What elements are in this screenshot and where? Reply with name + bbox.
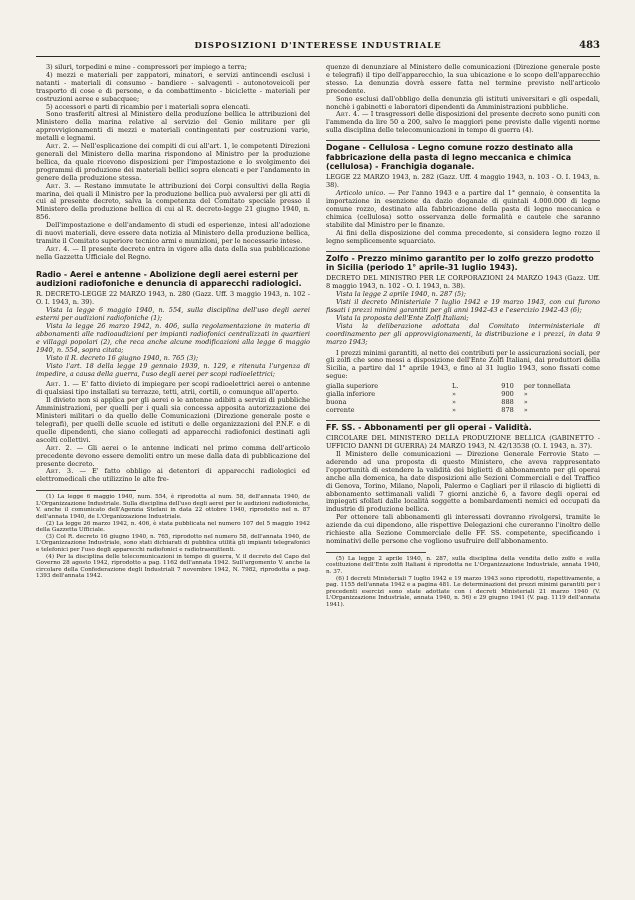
- article-paragraph: [326, 111, 600, 135]
- article-paragraph: [36, 246, 310, 262]
- section-title-radio: Radio - Aerei e antenne - Abolizione degli aerei esterni per audizioni radiofoniche e denuncia di apparecchi radiologici.: [36, 269, 302, 289]
- grade-name: corrente: [326, 405, 355, 414]
- section-title-dogane: Dogane - Cellulosa - Legno comune rozzo destinato alla fabbricazione della pasta di legno meccanica e chimica (cellulosa) - Franchigia doganale.: [326, 143, 574, 171]
- currency: »: [452, 405, 457, 414]
- section-title-zolfo: Zolfo - Prezzo minimo garantito per lo zolfo grezzo prodotto in Sicilia (periodo 1° aprile-31 luglio 1943).: [326, 253, 594, 272]
- list-item: 4) mezzi e materiali per zappatori, minatori, e servizi antincendi esclusi i natanti - materiali di consumo - bandiere - salvagenti - autonotoveicoli per trasporto di cose e di persone, e da combattimento - biciclette - materiali per costruzioni aeree e subacquee;: [36, 70, 310, 103]
- currency: »: [452, 390, 457, 399]
- price-unit: »: [523, 405, 528, 414]
- article-paragraph: [36, 468, 310, 484]
- price-unit: »: [523, 390, 528, 399]
- running-title: DISPOSIZIONI D'INTERESSE INDUSTRIALE: [194, 41, 442, 51]
- price-table: [326, 383, 600, 415]
- currency: L.: [452, 382, 459, 391]
- price-unit: »: [523, 397, 528, 406]
- footnote: (5) La legge 2 aprile 1940, n. 287, sulla disciplina della vendita dello zolfo e sulla costituzione dell'Ente zolfi Italiani è riprodotta ne L'Organizzazione Industriale, annata 1940, n. 37.: [326, 555, 600, 576]
- article-label: Art. 4.: [46, 244, 70, 253]
- article-label: Art. 2.: [46, 443, 73, 452]
- decree-reference: CIRCOLARE DEL MINISTERO DELLA PRODUZIONE BELLICA (GABINETTO - UFFICIO DANNI DI GUERRA) 24 MARZO 1943, N. 42/13538 (O. I. 1943, n. 37).: [326, 434, 600, 451]
- section-divider: [326, 420, 600, 421]
- price-amount: 910: [501, 382, 514, 391]
- article-paragraph: [36, 143, 310, 183]
- article-text: — Nell'esplicazione dei compiti di cui all'art. 1, le competenti Direzioni generali del Ministero della marina rispondono al Ministro per la produzione bellica, da quale ricevono disposizioni per l'impostazione e lo svolgimento dei programmi di produzione dei materiali bellici sopra elencati e per l'andamento in genere della produzione stessa.: [36, 142, 310, 182]
- article-paragraph: [36, 183, 310, 223]
- preamble-item: Vista la proposta dell'Ente Zolfi Italiani;: [336, 313, 469, 322]
- list-item: 3) siluri, torpedini e mine - compressori per impiego a terra;: [46, 64, 247, 71]
- preamble-item: Visto il R. decreto 16 giugno 1940, n. 765 (3);: [46, 353, 199, 362]
- preamble-item: Visto l'art. 18 della legge 19 gennaio 1939, n. 129, e ritenuta l'urgenza di impedire, a causa della guerra, l'uso degli aerei per scopi radioelettrici;: [36, 361, 310, 378]
- decree-reference: R. DECRETO-LEGGE 22 MARZO 1943, n. 280 (Gazz. Uff. 3 maggio 1943, n. 102 - O. I. 1943, n. 39).: [36, 290, 310, 307]
- article-label: Art. 2.: [46, 142, 70, 151]
- paragraph: Ai fini della disposizione del comma precedente, si considera legno rozzo il legno semplicemente squarciato.: [326, 228, 600, 245]
- paragraph: Il Ministero delle comunicazioni — Direzione Generale Ferrovie Stato — aderendo ad una proposta di questo Ministero, che aveva rappresentato l'opportunità di estendere la validità dei biglietti di abbonamento per gli operai anche alla domenica, ha date disposizioni alle Sezioni Commerciali e del Traffico di Genova, Torino, Milano, Napoli, Palermo e Cagliari per il rilascio di biglietti di abbonamento settimanali validi 7 giorni anzichè 6, a favore degli operai ed impiegati sfollati dalle località soggette a bombardamenti nemici ed occupati da industrie di produzione bellica.: [326, 449, 600, 514]
- page-number: 483: [579, 40, 600, 51]
- preamble-item: Visti il decreto Ministeriale 7 luglio 1942 e 19 marzo 1943, con cui furono fissati i prezzi minimi garantiti per gli anni 1942-43 e l'esercizio 1942-43 (6);: [326, 298, 600, 314]
- running-header: [36, 40, 600, 57]
- grade-name: gialla superiore: [326, 382, 379, 391]
- table-row: [326, 407, 600, 415]
- preamble-item: Vista la legge 26 marzo 1942, n. 406, sulla regolamentazione in materia di abbonamenti alle radioaudizioni per impianti radiofonici centralizzati in quartieri e villaggi popolari (2), che reca anche alcune modificazioni alla legge 6 maggio 1940, n. 554, sopra citata;: [36, 322, 310, 354]
- section-divider: [326, 251, 600, 252]
- article-text: — I trasgressori delle disposizioni del presente decreto sono puniti con l'ammenda da lire 50 a 200, salvo le maggiori pene previste dalle vigenti norme sulla disciplina delle telecomunicazioni in tempo di guerra (4).: [326, 110, 600, 135]
- paragraph: quenze di denunziare al Ministero delle comunicazioni (Direzione generale poste e telegrafi) il tipo dell'apparecchio, la sua ubicazione e lo scopo dell'apparecchio stesso. La denunzia dovrà essere fatta nel termine previsto nell'articolo precedente.: [326, 64, 600, 95]
- footnotes-left: [36, 494, 310, 580]
- article-label: Art. 3.: [46, 467, 74, 476]
- footnote-separator: [326, 552, 426, 553]
- preamble-item: Vista la legge 6 maggio 1940, n. 554, sulla disciplina dell'uso degli aerei esterni per audizioni radiofoniche (1);: [36, 306, 310, 323]
- article-text: — E' fatto obbligo ai detentori di apparecchi radiologici ed elettromedicali che utilizzino le alte fre-: [36, 467, 310, 484]
- article-paragraph: [36, 445, 310, 469]
- article-label: Art. 4.: [336, 110, 360, 119]
- table-row: [326, 391, 600, 399]
- preamble-item: Vista la legge 2 aprile 1940, n. 287 (5);: [336, 290, 466, 299]
- article-paragraph: [326, 190, 600, 230]
- article-label: Art. 1.: [46, 380, 70, 389]
- article-text: — Per l'anno 1943 e a partire dal 1° gennaio, è consentita la importazione in esenzione da dazio doganale di quintali 4.000.000 di legno comune rozzo, destinato alla fabbricazione della pasta di legno meccanica e chimica (cellulosa) sotto osservanza delle formalità e cautele che saranno stabilite dal Ministro per le finanze.: [326, 189, 600, 229]
- footnote: (3) Col R. decreto 16 giugno 1940, n. 765, riprodotto nel numero 58, dell'annata 1940, de L'Organizzazione Industriale, sono stati dichiarati di pubblica utilità gli impianti telegrafonici e telefonici per l'uso degli apparecchi radiofonici e radiotrasmittenti.: [36, 533, 310, 553]
- price-amount: 878: [501, 405, 514, 414]
- article-label: Articolo unico.: [336, 189, 386, 198]
- decree-reference: LEGGE 22 MARZO 1943, n. 282 (Gazz. Uff. 4 maggio 1943, n. 103 - O. I. 1943, n. 38).: [326, 173, 600, 190]
- article-text: — Restano immutate le attribuzioni dei Corpi consultivi della Regia marina, dei quali il Ministro per la produzione bellica può avvalersi per gli atti di cui al presente decreto, salva la competenza del Comitato speciale presso il Ministero della produzione bellica di cui al R. decreto-legge 21 giugno 1940, n. 856.: [36, 181, 310, 222]
- preamble-item: Vista la deliberazione adottata dal Comitato interministeriale di coordinamento per gli approvvigionamenti, la distribuzione e i prezzi, in data 9 marzo 1943;: [326, 321, 600, 346]
- paragraph: Il divieto non si applica per gli aerei o le antenne adibiti a servizi di pubbliche Amministrazioni, per quelli per i quali sia concessa apposita autorizzazione dei Ministeri militari o da quello delle Comunicazioni (Direzione generale poste e telegrafi), per quelli delle scuole ed istituti e delle organizzazioni del P.N.F. e di quelle dipendenti, che siano collegati ad apparecchi radiofonici destinati agli ascolti collettivi.: [36, 396, 310, 444]
- article-text: — E' fatto divieto di impiegare per scopi radioelettrici aerei o antenne di qualsiasi tipo installati su terrazze, tetti, atrii, cortili, o comunque all'aperto.: [36, 380, 310, 397]
- paragraph: Per ottenere tali abbonamenti gli interessati dovranno rivolgersi, tramite le aziende da cui dipendono, alle rispettive Delegazioni che cureranno l'inoltro delle richieste alla Sezione Commerciale delle FF. SS. competente, specificando i nominativi delle persone che vogliono usufruire dell'abbonamento.: [326, 513, 600, 545]
- article-label: Art. 3.: [46, 181, 71, 190]
- section-title-ffss: FF. SS. - Abbonamenti per gli operai - Validità.: [326, 422, 532, 432]
- price-amount: 888: [501, 397, 514, 406]
- decree-reference: DECRETO DEL MINISTRO PER LE CORPORAZIONI 24 MARZO 1943 (Gazz. Uff. 8 maggio 1943, n. 102 - O. I. 1943, n. 38).: [326, 274, 600, 291]
- article-text: — Il presente decreto entra in vigore alla data della sua pubblicazione nella Gazzetta Ufficiale del Regno.: [36, 244, 310, 261]
- footnote: (6) I decreti Ministeriali 7 luglio 1942 e 19 marzo 1943 sono riprodotti, rispettivamente, a pag. 1155 dell'annata 1942 e a pagina 481. Le determinazioni dei prezzi minimi garantiti per i precedenti esercizi sono state adottate con i decreti Ministeriali 21 marzo 1940 (V. L'Organizzazione Industriale, annata 1940, n. 56) e 29 giugno 1941 (V. pag. 1119 dell'annata 1941).: [326, 575, 600, 608]
- table-row: [326, 399, 600, 407]
- article-paragraph: [36, 381, 310, 397]
- paragraph: I prezzi minimi garantiti, al netto dei contributi per le assicurazioni sociali, per gli zolfi che sono messi a disposizione dell'Ente Zolfi Italiani, dai produttori della Sicilia, a partire dal 1° aprile 1943, e fino al 31 luglio 1943, sono fissati come segue:: [326, 348, 600, 381]
- list-item: 5) accessori e parti di ricambio per i materiali sopra elencati.: [46, 102, 251, 111]
- footnote: (4) Per la disciplina delle telecomunicazioni in tempo di guerra, V. il decreto del Capo del Governo 28 agosto 1942, riprodotto a pag. 1162 dell'annata 1942. Sull'argomento V. anche la circolare della Confederazione degli Industriali 7 novembre 1942, N. 7982, riprodotta a pag. 1393 dell'annata 1942.: [36, 553, 310, 580]
- currency: »: [452, 397, 457, 406]
- section-divider: [326, 140, 600, 141]
- footnote-separator: [36, 490, 136, 491]
- footnotes-right: [326, 556, 600, 609]
- paragraph: Sono esclusi dall'obbligo della denunzia gli istituti universitari e gli ospedali, nonchè i gabinetti e laboratori dipendenti da Amministrazioni pubbliche.: [326, 94, 600, 111]
- footnote: (1) La legge 6 maggio 1940, num. 554, è riprodotta al num. 58, dell'annata 1940, de L'Organizzazione Industriale. Sulla disciplina dell'uso degli aerei per le audizioni radiofoniche, V. anche il comunicato dell'Agenzia Stefani in data 22 ottobre 1940, riprodotto nel n. 87 dell'annata 1940, de L'Organizzazione Industriale.: [36, 494, 310, 520]
- materials-list: [36, 64, 310, 143]
- footnote: (2) La legge 26 marzo 1942, n. 406, è stata pubblicata nel numero 107 del 5 maggio 1942 della Gazzetta Ufficiale.: [36, 520, 310, 534]
- price-amount: 900: [501, 390, 514, 399]
- grade-name: buona: [326, 397, 347, 406]
- left-column: [36, 64, 310, 874]
- paragraph: Sono trasferiti altresì al Ministero della produzione bellica le attribuzioni del Ministero della marina relative al servizio del Genio militare per gli approvvigionamenti di mezzi e materiali contingentati per costruzioni varie, metalli e legnami.: [36, 110, 310, 143]
- right-column: [326, 64, 600, 874]
- grade-name: gialla inferiore: [326, 390, 376, 399]
- paragraph: Dell'impostazione e dell'andamento di studi ed esperienze, intesi all'adozione di nuovi materiali, deve essere data notizia al Ministero della produzione bellica, tramite il Comitato superiore tecnico armi e munizioni, per le necessarie intese.: [36, 221, 310, 245]
- price-unit: per tonnellata: [523, 382, 571, 391]
- article-text: — Gli aerei o le antenne indicati nel primo comma dell'articolo precedente devono essere demoliti entro un mese dalla data di pubblicazione del presente decreto.: [36, 443, 310, 468]
